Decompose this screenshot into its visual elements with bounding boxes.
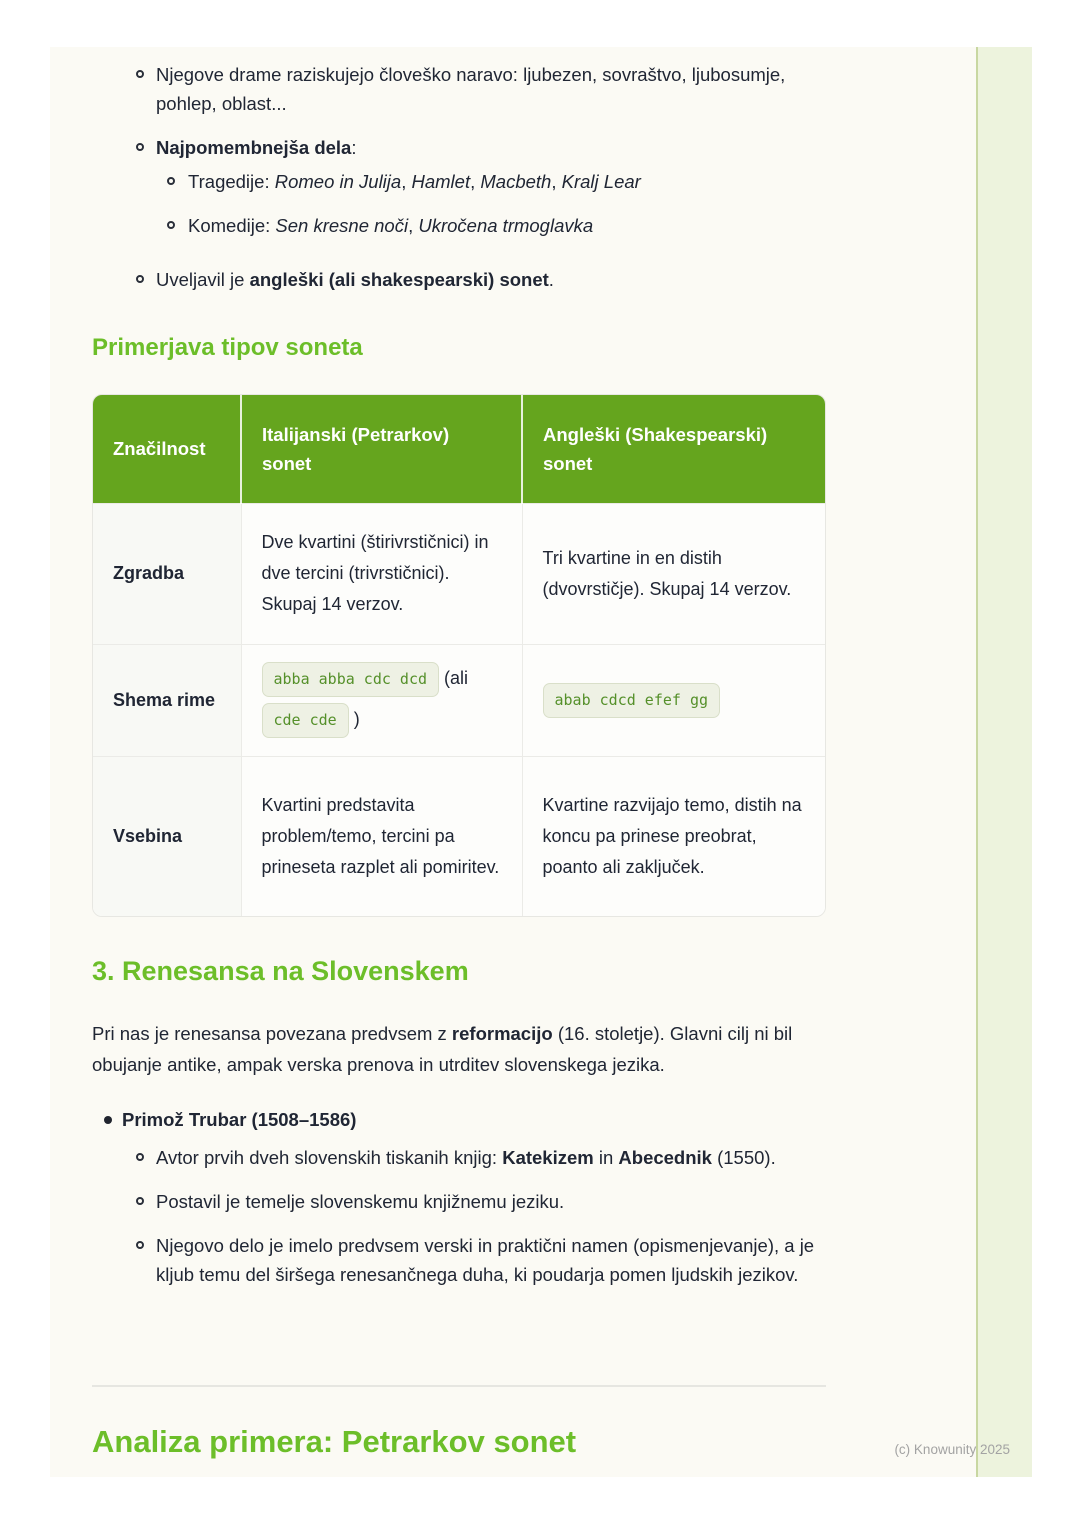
list-item-text: Njegove drame raziskujejo človeško naravo: ljubezen, sovraštvo, ljubosumje, pohlep, oblast... bbox=[156, 64, 786, 114]
bullet-circle-icon bbox=[136, 143, 144, 151]
bullet-circle-icon bbox=[136, 1197, 144, 1205]
trubar-section bbox=[92, 1105, 826, 1289]
list-item-text: Komedije: Sen kresne noči, Ukročena trmoglavka bbox=[188, 215, 594, 236]
list-item bbox=[92, 167, 826, 196]
column-header: Angleški (Shakespearski) sonet bbox=[522, 395, 825, 503]
list-item-text: Avtor prvih dveh slovenskih tiskanih knjig: Katekizem in Abecednik (1550). bbox=[156, 1147, 776, 1168]
list-item-text: Njegovo delo je imelo predvsem verski in praktični namen (opismenjevanje), a je kljub temu del širšega renesančnega duha, ki poudarja pomen ljudskih jezikov. bbox=[156, 1235, 815, 1285]
list-item-text: Primož Trubar (1508–1586) bbox=[122, 1109, 357, 1130]
table-cell: abab cdcd efef gg bbox=[522, 644, 825, 756]
list-item-text: Najpomembnejša dela: bbox=[156, 137, 357, 158]
list-item bbox=[92, 1105, 826, 1134]
table-row bbox=[93, 756, 825, 916]
document-page bbox=[50, 47, 1032, 1477]
renaissance-paragraph: Pri nas je renesansa povezana predvsem z reformacijo (16. stoletje). Glavni cilj ni bil obujanje antike, ampak verska prenova in utrditev slovenskega jezika. bbox=[92, 1023, 793, 1075]
list-item bbox=[92, 211, 826, 240]
bullet-circle-icon bbox=[136, 275, 144, 283]
page-content bbox=[92, 47, 826, 1477]
list-item bbox=[92, 1231, 826, 1289]
list-item bbox=[92, 60, 826, 118]
column-header: Italijanski (Petrarkov) sonet bbox=[241, 395, 522, 503]
bullet-circle-icon bbox=[136, 1153, 144, 1161]
renaissance-heading: 3. Renesansa na Slovenskem bbox=[92, 956, 469, 986]
list-item-text: Tragedije: Romeo in Julija, Hamlet, Macbeth, Kralj Lear bbox=[188, 171, 641, 192]
trubar-list bbox=[92, 1105, 826, 1289]
list-item bbox=[92, 265, 826, 294]
bullet-circle-icon bbox=[136, 70, 144, 78]
table-row bbox=[93, 644, 825, 756]
table-cell: Kvartine razvijajo temo, distih na koncu pa prinese preobrat, poanto ali zaključek. bbox=[522, 756, 825, 916]
table-cell: Dve kvartini (štirivrstičnici) in dve tercini (trivrstičnici). Skupaj 14 verzov. bbox=[241, 503, 522, 644]
row-label: Zgradba bbox=[93, 503, 241, 644]
list-item-text: Postavil je temelje slovenskemu knjižnemu jeziku. bbox=[156, 1191, 565, 1212]
bullet-circle-icon bbox=[167, 177, 175, 185]
list-item bbox=[92, 1187, 826, 1216]
bullet-circle-icon bbox=[136, 1241, 144, 1249]
intro-list bbox=[92, 60, 826, 294]
comparison-heading: Primerjava tipov soneta bbox=[92, 334, 363, 361]
comparison-table bbox=[93, 395, 825, 916]
row-label: Shema rime bbox=[93, 644, 241, 756]
analysis-heading: Analiza primera: Petrarkov sonet bbox=[92, 1424, 577, 1459]
section-divider bbox=[92, 1385, 826, 1387]
table-cell: abba abba cdc dcd (ali cde cde ) bbox=[241, 644, 522, 756]
bullet-disc-icon bbox=[104, 1116, 112, 1124]
accent-strip bbox=[976, 47, 1032, 1477]
list-item bbox=[92, 133, 826, 162]
footer-credit: (c) Knowunity 2025 bbox=[894, 1442, 1010, 1457]
row-label: Vsebina bbox=[93, 756, 241, 916]
table-cell: Kvartini predstavita problem/temo, tercini pa prineseta razplet ali pomiritev. bbox=[241, 756, 522, 916]
intro-section bbox=[92, 60, 826, 294]
list-item bbox=[92, 1143, 826, 1172]
list-item-text: Uveljavil je angleški (ali shakespearski) sonet. bbox=[156, 269, 554, 290]
bullet-circle-icon bbox=[167, 221, 175, 229]
comparison-table-wrap bbox=[92, 394, 826, 917]
table-row bbox=[93, 503, 825, 644]
table-header-row bbox=[93, 395, 825, 503]
column-header: Značilnost bbox=[93, 395, 241, 503]
table-cell: Tri kvartine in en distih (dvovrstičje). Skupaj 14 verzov. bbox=[522, 503, 825, 644]
